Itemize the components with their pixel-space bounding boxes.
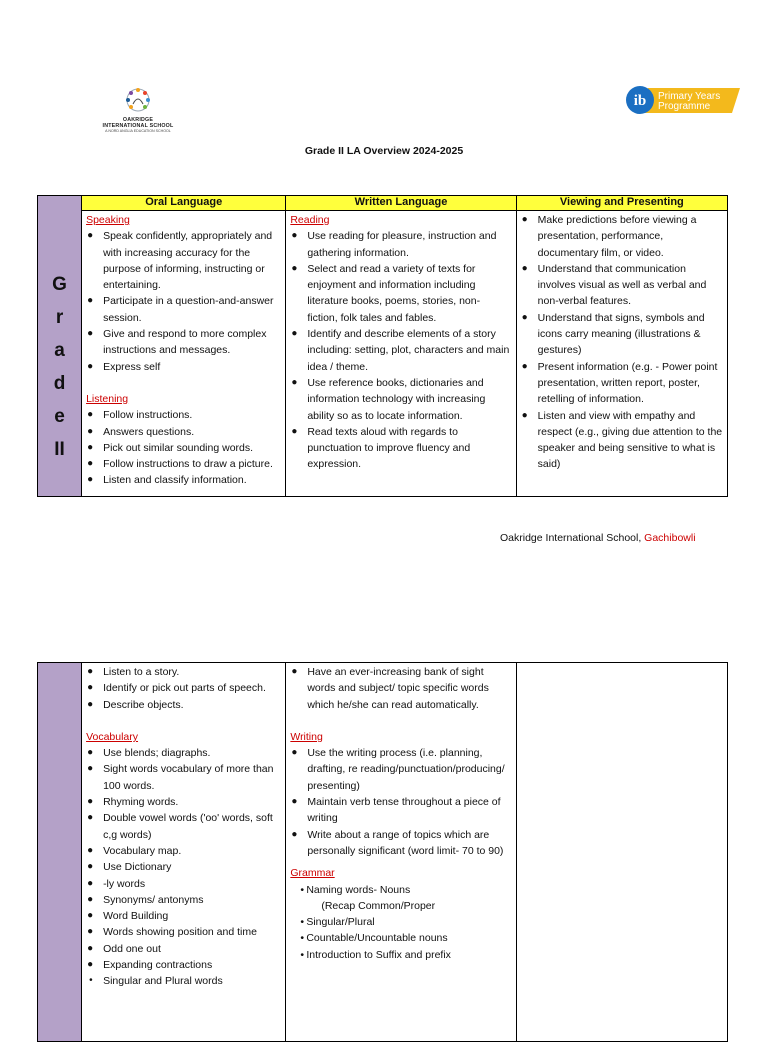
list-item: ● Words showing position and time [86, 924, 282, 940]
list-item: ● Write about a range of topics which are personally significant (word limit- 70 to 90) [290, 827, 512, 860]
list-item: ● Use reference books, dictionaries and information technology with increasing ability so as to locate information. [290, 375, 512, 424]
grade-letter: II [54, 439, 65, 460]
oakridge-logo [96, 86, 180, 134]
list-item: ● Answers questions. [86, 424, 282, 440]
grade-letter: r [55, 307, 64, 328]
list-item: ● Speak confidently, appropriately and with increasing accuracy for the purpose of informing, instructing or entertaining. [86, 228, 282, 293]
list-item: ● Vocabulary map. [86, 843, 282, 859]
list-item: ● Use reading for pleasure, instruction and gathering information. [290, 228, 512, 261]
grade-letter: a [54, 340, 65, 361]
list-item: ● Have an ever-increasing bank of sight words and subject/ topic specific words which he/she can read automatically. [290, 664, 512, 713]
list-item: ● Maintain verb tense throughout a piece of writing [290, 794, 512, 827]
list-item: ● Express self [86, 359, 282, 375]
school-tagline: A NORD ANGLIA EDUCATION SCHOOL [105, 129, 171, 133]
school-name-line1: OAKRIDGE [122, 117, 154, 123]
list-item: ● Understand that signs, symbols and icons carry meaning (illustrations & gestures) [521, 310, 724, 359]
list-item: ● Listen and view with empathy and respect (e.g., giving due attention to the speaker and being sensitive to what is said) [521, 408, 724, 473]
list-item: ● Rhyming words. [86, 794, 282, 810]
ib-mark: ib [633, 93, 647, 109]
list-item: ● -ly words [86, 876, 282, 892]
writing-title: Writing [290, 730, 323, 743]
list-item: ● Participate in a question-and-answer session. [86, 293, 282, 326]
list-item: • Introduction to Suffix and prefix [300, 947, 512, 963]
vocabulary-title: Vocabulary [86, 730, 139, 743]
list-item: ● Use blends; diagraphs. [86, 745, 282, 761]
overview-table-page2 [37, 662, 728, 1042]
viewing-presenting-cell-continued [516, 663, 727, 1042]
document-title: Grade II LA Overview 2024-2025 [304, 145, 464, 157]
grammar-title: Grammar [290, 867, 335, 880]
grade-label-cell-continued [38, 663, 82, 1042]
list-item: ● Listen and classify information. [86, 472, 282, 488]
list-item: ● Listen to a story. [86, 664, 282, 680]
list-item: ● Identify and describe elements of a story including: setting, plot, characters and main idea / theme. [290, 326, 512, 375]
list-item: ● Select and read a variety of texts for enjoyment and information including literature books, poems, stories, non- fiction, folk tales and fables. [290, 261, 512, 326]
list-item: ● Odd one out [86, 941, 282, 957]
list-item: ● Follow instructions to draw a picture. [86, 456, 282, 472]
list-item: ● Identify or pick out parts of speech. [86, 680, 282, 696]
grade-letter: G [52, 274, 67, 295]
list-item: ● Use the writing process (i.e. planning, drafting, re reading/punctuation/producing/ presenting) [290, 745, 512, 794]
list-item: ● Synonyms/ antonyms [86, 892, 282, 908]
list-item: ● Follow instructions. [86, 407, 282, 423]
pyp-line2: Programme [658, 101, 711, 112]
listening-title: Listening [86, 392, 129, 405]
viewing-presenting-cell [516, 211, 727, 497]
pyp-line1: Primary Years [658, 91, 721, 102]
list-item: ● Make predictions before viewing a presentation, performance, documentary film, or video. [521, 212, 724, 261]
footer-location: Gachibowli [644, 532, 696, 544]
oral-language-cell-continued [82, 663, 286, 1042]
school-name-line2: INTERNATIONAL SCHOOL [102, 123, 174, 129]
footer-text: Oakridge International School, [500, 532, 645, 544]
list-item: ● Use Dictionary [86, 859, 282, 875]
list-item: • Singular and Plural words [86, 973, 282, 989]
written-language-cell-continued [286, 663, 516, 1042]
grade-label-cell [38, 196, 82, 497]
column-header-viewing: Viewing and Presenting [516, 196, 727, 211]
list-item: ● Read texts aloud with regards to punctuation to improve fluency and expression. [290, 424, 512, 473]
column-header-oral: Oral Language [82, 196, 286, 211]
list-item: ● Pick out similar sounding words. [86, 440, 282, 456]
list-item: ● Present information (e.g. - Power point presentation, written report, poster, retelling of information. [521, 359, 724, 408]
list-item: ● Word Building [86, 908, 282, 924]
ib-pyp-logo [624, 83, 740, 117]
oral-language-cell [82, 211, 286, 497]
grade-letter: d [53, 373, 66, 394]
reading-title: Reading [290, 214, 330, 226]
footer-school-line [500, 532, 696, 544]
column-header-written: Written Language [286, 196, 516, 211]
list-item: ● Describe objects. [86, 697, 282, 713]
list-item: ● Double vowel words ('oo' words, soft c,g words) [86, 810, 282, 843]
list-item: • Singular/Plural [300, 914, 512, 930]
list-item: ● Expanding contractions [86, 957, 282, 973]
written-language-cell [286, 211, 516, 497]
list-item: ● Sight words vocabulary of more than 100 words. [86, 761, 282, 794]
list-item: • Countable/Uncountable nouns [300, 930, 512, 946]
oakridge-emblem-icon [123, 86, 153, 114]
list-item: ● Understand that communication involves visual as well as verbal and non-verbal features. [521, 261, 724, 310]
list-item: ● Give and respond to more complex instructions and messages. [86, 326, 282, 359]
list-item: • Naming words- Nouns [300, 882, 512, 898]
overview-table-page1 [37, 195, 728, 497]
grammar-recap-note: (Recap Common/Proper [321, 899, 436, 912]
grade-letter: e [54, 406, 65, 427]
speaking-title: Speaking [86, 214, 130, 226]
